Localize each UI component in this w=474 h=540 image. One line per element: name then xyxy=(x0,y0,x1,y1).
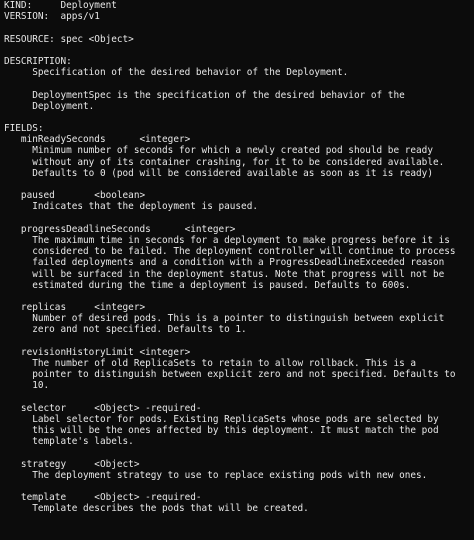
terminal-line: revisionHistoryLimit <integer> xyxy=(4,346,191,358)
terminal-line: Minimum number of seconds for which a newly created pod should be ready xyxy=(4,145,433,157)
terminal-line: strategy <Object> xyxy=(4,458,140,470)
terminal-line: FIELDS: xyxy=(4,123,44,135)
terminal-line: The deployment strategy to use to replace existing pods with new ones. xyxy=(4,469,428,481)
terminal-line: this will be the ones affected by this deployment. It must match the pod xyxy=(4,425,439,437)
terminal-line: Defaults to 0 (pod will be considered available as soon as it is ready) xyxy=(4,167,433,179)
terminal-line: zero and not specified. Defaults to 1. xyxy=(4,324,247,336)
terminal-line: 10. xyxy=(4,380,50,392)
terminal-line: pointer to distinguish between explicit zero and not specified. Defaults to xyxy=(4,369,456,381)
terminal-line xyxy=(4,179,470,190)
terminal-line: considered to be failed. The deployment controller will continue to process xyxy=(4,246,456,258)
terminal-line xyxy=(4,392,470,403)
terminal-line xyxy=(4,45,470,56)
terminal-line: Deployment. xyxy=(4,100,95,112)
terminal-line: progressDeadlineSeconds <integer> xyxy=(4,223,236,235)
terminal-line xyxy=(4,481,470,492)
terminal-line: replicas <integer> xyxy=(4,302,146,314)
terminal-line: estimated during the time a deployment is paused. Defaults to 600s. xyxy=(4,279,411,291)
terminal-line xyxy=(4,336,470,347)
terminal-line: minReadySeconds <integer> xyxy=(4,134,191,146)
terminal-line: The maximum time in seconds for a deployment to make progress before it is xyxy=(4,234,450,246)
terminal-line: DESCRIPTION: xyxy=(4,55,72,67)
terminal-line: paused <boolean> xyxy=(4,190,146,202)
terminal-line: Template describes the pods that will be created. xyxy=(4,503,309,515)
terminal-line: Label selector for pods. Existing ReplicaSets whose pods are selected by xyxy=(4,413,439,425)
terminal-line: KIND: Deployment xyxy=(4,0,117,11)
terminal-line: template's labels. xyxy=(4,436,134,448)
terminal-line: failed deployments and a condition with a ProgressDeadlineExceeded reason xyxy=(4,257,445,269)
terminal-line: RESOURCE: spec <Object> xyxy=(4,33,134,45)
terminal-line: selector <Object> -required- xyxy=(4,402,202,414)
terminal-line: Specification of the desired behavior of the Deployment. xyxy=(4,67,349,79)
terminal-line: will be surfaced in the deployment status. Note that progress will not be xyxy=(4,268,445,280)
terminal-line: Indicates that the deployment is paused. xyxy=(4,201,258,213)
terminal-line: VERSION: apps/v1 xyxy=(4,11,100,23)
terminal-line xyxy=(4,213,470,224)
terminal-line: template <Object> -required- xyxy=(4,492,202,504)
terminal-line xyxy=(4,448,470,459)
terminal-line: DeploymentSpec is the specification of the desired behavior of the xyxy=(4,89,405,101)
terminal-line: Number of desired pods. This is a pointer to distinguish between explicit xyxy=(4,313,445,325)
terminal-line xyxy=(4,291,470,302)
terminal-line: without any of its container crashing, for it to be considered available. xyxy=(4,156,445,168)
terminal-line xyxy=(4,78,470,89)
terminal-line: The number of old ReplicaSets to retain to allow rollback. This is a xyxy=(4,358,417,369)
terminal-line xyxy=(4,22,470,33)
terminal-line xyxy=(4,515,470,526)
terminal-line xyxy=(4,112,470,123)
